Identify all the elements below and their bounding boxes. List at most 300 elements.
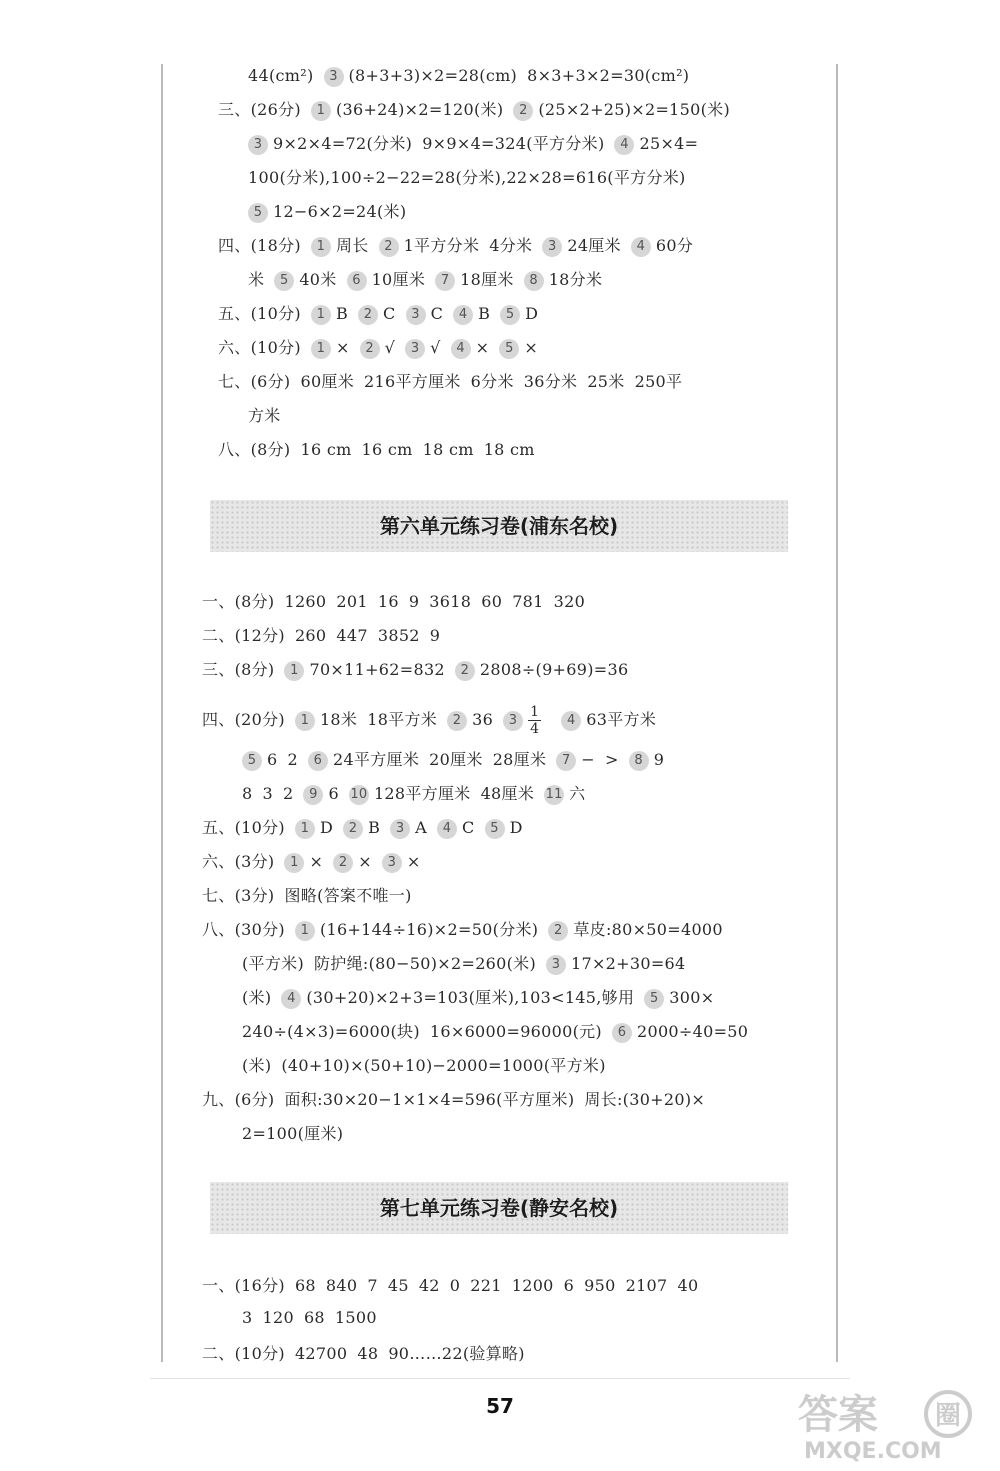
answer-segment [405, 338, 441, 357]
answer-text: C [462, 818, 475, 837]
answer-text: (米) [242, 1056, 272, 1075]
answer-text: 63平方米 [586, 710, 657, 729]
answer-text: 20厘米 [429, 750, 483, 769]
question-number-badge: 7 [435, 271, 455, 291]
answer-text: − [581, 750, 595, 769]
question-number-badge: 10 [349, 785, 369, 805]
answer-text: 0 [449, 1276, 461, 1295]
question-number-badge: 2 [379, 237, 399, 257]
answer-segment [447, 710, 493, 729]
answer-text: 防护绳:(80−50)×2=260(米) [314, 954, 537, 973]
answer-text: 2 [287, 750, 298, 769]
answer-text: 240÷(4×3)=6000(块) [242, 1022, 420, 1041]
answer-text: 1500 [334, 1308, 377, 1327]
page-number: 57 [486, 1394, 514, 1418]
answer-segment [500, 304, 538, 323]
answer-segment [481, 784, 535, 803]
answer-text: 28厘米 [492, 750, 547, 769]
answer-segment [437, 818, 475, 837]
answer-segment [367, 1276, 377, 1295]
answer-segment [556, 750, 595, 769]
answer-text: 一、(16分) [202, 1276, 285, 1295]
answer-text: 9 [408, 592, 420, 611]
answer-segment [524, 372, 578, 391]
answer-segment [336, 626, 367, 645]
answer-segment [281, 988, 634, 1007]
answer-segment [284, 886, 411, 905]
answer-segment [218, 338, 301, 357]
answer-text: 24厘米 [567, 236, 621, 255]
footer-rule [150, 1378, 850, 1379]
answer-segment [485, 818, 523, 837]
question-number-badge: 1 [284, 661, 304, 681]
question-number-badge: 4 [631, 237, 651, 257]
answer-segment [343, 818, 380, 837]
answer-segment [358, 304, 396, 323]
answer-text: 6分米 [470, 372, 514, 391]
answer-text: (40+10)×(50+10)−2000=1000(平方米) [281, 1056, 606, 1075]
answer-text: 五、(10分) [202, 818, 285, 837]
answer-line [202, 816, 533, 840]
answer-line [248, 64, 699, 88]
answer-text: 17×2+30=64 [571, 954, 686, 973]
answer-text: 周长 [335, 236, 369, 255]
answer-line [202, 704, 666, 737]
answer-line [242, 748, 674, 772]
answer-segment [423, 440, 474, 459]
answer-line [242, 782, 595, 806]
answer-text: 18 cm [422, 440, 474, 459]
answer-text: 8 [242, 784, 253, 803]
answer-segment [347, 270, 426, 289]
fraction-denominator: 4 [530, 721, 540, 737]
answer-segment [202, 1344, 285, 1363]
answer-segment [429, 750, 483, 769]
answer-text: 草皮:80×50=4000 [573, 920, 723, 939]
question-number-badge: 1 [311, 237, 331, 257]
answer-text: 68 [303, 1308, 325, 1327]
answer-line [242, 1054, 616, 1078]
answer-text: 40米 [299, 270, 337, 289]
question-number-badge: 5 [242, 751, 262, 771]
answer-text: 9×9×4=324(平方分米) [422, 134, 605, 153]
fraction-numerator: 1 [530, 704, 540, 720]
answer-segment [324, 66, 518, 85]
answer-segment [274, 270, 336, 289]
answer-segment [564, 1276, 574, 1295]
answer-text: 25×4= [639, 134, 699, 153]
answer-line [202, 1342, 535, 1366]
answer-text: 12−6×2=24(米) [273, 202, 407, 221]
answer-text: 320 [553, 592, 586, 611]
answer-text: 44(cm²) [248, 66, 314, 85]
answer-segment [295, 818, 333, 837]
answer-text: 18厘米 [460, 270, 514, 289]
answer-line [242, 1122, 353, 1146]
answer-text: 16×6000=96000(元) [429, 1022, 602, 1041]
answer-text: 201 [336, 592, 368, 611]
section-header: 第六单元练习卷(浦东名校) [210, 500, 788, 552]
answer-text: 60分 [655, 236, 694, 255]
answer-segment [335, 1308, 377, 1327]
answer-text: (16+144÷16)×2=50(分米) [319, 920, 539, 939]
answer-segment [587, 372, 624, 391]
svg-text:答案: 答案 [798, 1392, 878, 1438]
answer-segment [284, 852, 323, 871]
question-number-badge: 5 [485, 819, 505, 839]
answer-text: > [604, 750, 619, 769]
answer-text: 3 [262, 784, 273, 803]
answer-line [218, 234, 703, 258]
answer-text: 100(分米),100÷2−22=28(分米),22×28=616(平方分米) [248, 168, 686, 187]
answer-segment [367, 710, 437, 729]
answer-segment [242, 1056, 271, 1075]
answer-segment [524, 270, 603, 289]
answer-segment [311, 304, 348, 323]
answer-line [248, 200, 416, 224]
answer-text: 8×3+3×2=30(cm²) [527, 66, 690, 85]
answer-segment [242, 988, 271, 1007]
answer-text: (25×2+25)×2=150(米) [538, 100, 731, 119]
question-number-badge: 4 [281, 989, 301, 1009]
answer-text: 48厘米 [480, 784, 535, 803]
answer-line [248, 132, 708, 156]
question-number-badge: 1 [311, 339, 331, 359]
answer-text: 36 [472, 710, 494, 729]
answer-line [218, 302, 548, 326]
answer-segment [378, 592, 399, 611]
answer-segment [218, 440, 290, 459]
answer-segment [202, 852, 274, 871]
answer-segment [248, 270, 264, 289]
answer-segment [455, 660, 629, 679]
answer-text: 16 cm [361, 440, 413, 459]
answer-text: 128平方厘米 [373, 784, 471, 803]
answer-text: 6 [328, 784, 339, 803]
answer-segment [300, 440, 351, 459]
answer-text: 方米 [248, 406, 281, 425]
answer-segment [357, 1344, 378, 1363]
answer-text: 781 [512, 592, 544, 611]
answer-text: B [368, 818, 381, 837]
question-number-badge: 2 [360, 339, 380, 359]
answer-text: × [358, 852, 372, 871]
answer-segment [311, 236, 369, 255]
answer-text: 九、(6分) [202, 1090, 275, 1109]
answer-text: 42700 [294, 1344, 348, 1363]
answer-segment [499, 338, 538, 357]
answer-segment [333, 852, 372, 871]
question-number-badge: 6 [347, 271, 367, 291]
answer-segment [626, 1276, 668, 1295]
answer-segment [409, 592, 419, 611]
question-number-badge: 2 [513, 101, 533, 121]
answer-segment [584, 1276, 615, 1295]
question-number-badge: 5 [274, 271, 294, 291]
answer-segment [453, 304, 490, 323]
question-number-badge: 3 [406, 305, 426, 325]
answer-segment [311, 100, 503, 119]
answer-segment [311, 338, 350, 357]
answer-segment [242, 784, 252, 803]
answer-text: 2808÷(9+69)=36 [479, 660, 629, 679]
answer-segment [295, 626, 326, 645]
answer-line [218, 438, 545, 462]
answer-text: 68 [294, 1276, 316, 1295]
answer-segment [542, 236, 621, 255]
question-number-badge: 2 [358, 305, 378, 325]
answer-line [248, 404, 291, 428]
answer-segment [202, 626, 285, 645]
question-number-badge: 3 [503, 711, 523, 731]
answer-line [202, 658, 638, 682]
answer-text: 260 [294, 626, 327, 645]
answer-segment [548, 920, 723, 939]
answer-segment [379, 236, 480, 255]
answer-text: 60 [481, 592, 503, 611]
answer-segment [644, 988, 714, 1007]
answer-segment [584, 1090, 705, 1109]
answer-segment [248, 168, 686, 187]
answer-text: 三、(26分) [218, 100, 301, 119]
question-number-badge: 8 [629, 751, 649, 771]
answer-text: 48 [357, 1344, 379, 1363]
question-number-badge: 3 [546, 955, 566, 975]
answer-text: (36+24)×2=120(米) [335, 100, 504, 119]
answer-text: 16 [377, 592, 399, 611]
answer-segment [429, 592, 471, 611]
answer-text: 18分米 [548, 270, 603, 289]
answer-segment [635, 372, 683, 391]
answer-segment [435, 270, 514, 289]
answer-segment [202, 1276, 285, 1295]
answer-text: 10厘米 [371, 270, 426, 289]
answer-line [202, 850, 431, 874]
answer-text: 八、(8分) [218, 440, 291, 459]
answer-text: 9 [429, 626, 441, 645]
answer-line [242, 952, 696, 976]
answer-segment [242, 750, 277, 769]
answer-segment [388, 1276, 409, 1295]
answer-segment [430, 626, 440, 645]
question-number-badge: 4 [437, 819, 457, 839]
question-number-badge: 4 [451, 339, 471, 359]
answer-segment [450, 1276, 460, 1295]
answer-segment [561, 710, 656, 729]
answer-text: 36分米 [523, 372, 578, 391]
answer-segment [512, 592, 543, 611]
answer-text: 3618 [429, 592, 472, 611]
answer-line [248, 166, 696, 190]
answer-segment [202, 886, 274, 905]
answer-line [202, 1274, 708, 1298]
answer-segment [202, 592, 274, 611]
answer-segment [489, 236, 532, 255]
answer-segment [295, 920, 538, 939]
answer-segment [612, 1022, 748, 1041]
answer-segment [262, 784, 272, 803]
answer-text: 四、(18分) [218, 236, 301, 255]
answer-segment [512, 1276, 554, 1295]
answer-text: 1260 [284, 592, 327, 611]
answer-text: 40 [677, 1276, 699, 1295]
answer-text: 二、(12分) [202, 626, 285, 645]
answer-segment [544, 784, 585, 803]
question-number-badge: 1 [311, 305, 331, 325]
answer-text: B [478, 304, 491, 323]
answer-text: 七、(3分) [202, 886, 275, 905]
answer-line [202, 884, 422, 908]
answer-line [248, 268, 612, 292]
answer-segment [281, 1056, 605, 1075]
question-number-badge: 3 [405, 339, 425, 359]
question-number-badge: 4 [561, 711, 581, 731]
watermark-text: MXQE.COM [804, 1439, 942, 1464]
answer-text: 45 [387, 1276, 409, 1295]
answer-segment [360, 338, 396, 357]
answer-segment [295, 710, 357, 729]
answer-text: 840 [325, 1276, 358, 1295]
answer-segment [631, 236, 693, 255]
question-number-badge: 1 [295, 819, 315, 839]
answer-segment [470, 1276, 501, 1295]
answer-text: 六、(3分) [202, 852, 275, 871]
answer-text: √ [384, 338, 396, 357]
question-number-badge: 1 [311, 101, 331, 121]
answer-segment [513, 100, 730, 119]
answer-text: 216平方厘米 [364, 372, 461, 391]
answer-text: C [430, 304, 444, 323]
answer-segment [314, 954, 536, 973]
answer-text: 一、(8分) [202, 592, 275, 611]
answer-segment [471, 372, 514, 391]
question-number-badge: 2 [343, 819, 363, 839]
answer-text: 2000÷40=50 [636, 1022, 749, 1041]
answer-segment [284, 1090, 574, 1109]
question-number-badge: 3 [542, 237, 562, 257]
answer-segment [451, 338, 490, 357]
answer-segment [605, 750, 619, 769]
answer-segment [378, 626, 420, 645]
answer-segment [430, 1022, 602, 1041]
answer-text: × [524, 338, 539, 357]
answer-text: 六、(10分) [218, 338, 301, 357]
answer-segment [554, 592, 585, 611]
answer-text: 1平方分米 [403, 236, 480, 255]
answer-text: 2=100(厘米) [242, 1124, 344, 1143]
answer-line [218, 98, 740, 122]
question-number-badge: 7 [556, 751, 576, 771]
answer-segment [503, 704, 551, 737]
answer-segment [388, 1344, 525, 1363]
answer-line [218, 370, 692, 394]
answer-segment [308, 750, 419, 769]
answer-text: C [383, 304, 396, 323]
answer-segment [303, 784, 338, 803]
answer-text: B [335, 304, 349, 323]
answer-line [242, 986, 724, 1010]
question-number-badge: 3 [382, 853, 402, 873]
answer-line [242, 1306, 387, 1330]
answer-text: 42 [418, 1276, 440, 1295]
question-number-badge: 1 [295, 921, 315, 941]
answer-text: 950 [584, 1276, 616, 1295]
answer-text: × [309, 852, 324, 871]
answer-text: 221 [470, 1276, 502, 1295]
answer-segment [527, 66, 689, 85]
answer-line [202, 918, 733, 942]
answer-segment [248, 66, 314, 85]
answer-text: (8+3+3)×2=28(cm) [348, 66, 518, 85]
answer-segment [484, 440, 535, 459]
svg-text:圈: 圈 [935, 1401, 962, 1431]
answer-segment [242, 1308, 252, 1327]
answer-text: 16 cm [300, 440, 352, 459]
question-number-badge: 2 [333, 853, 353, 873]
answer-text: 18米 [319, 710, 358, 729]
answer-segment [678, 1276, 699, 1295]
question-number-badge: 3 [248, 135, 268, 155]
answer-text: 八、(30分) [202, 920, 285, 939]
answer-text: 三、(8分) [202, 660, 275, 679]
answer-segment [242, 1124, 343, 1143]
fraction [528, 704, 541, 737]
answer-text: D [509, 818, 523, 837]
answer-text: 90……22(验算略) [388, 1344, 525, 1363]
question-number-badge: 11 [544, 785, 564, 805]
answer-text: (30+20)×2+3=103(厘米),103<145,够用 [306, 988, 635, 1007]
answer-line [202, 1088, 715, 1112]
answer-text: 1200 [511, 1276, 554, 1295]
answer-text: 250平 [634, 372, 683, 391]
question-number-badge: 5 [248, 203, 268, 223]
question-number-badge: 6 [612, 1023, 632, 1043]
answer-text: A [415, 818, 428, 837]
answer-text: D [319, 818, 334, 837]
answer-line [202, 590, 595, 614]
answer-segment [546, 954, 685, 973]
answer-text: 120 [262, 1308, 294, 1327]
answer-segment [202, 660, 274, 679]
answer-segment [326, 1276, 357, 1295]
answer-text: (米) [242, 988, 272, 1007]
answer-text: 米 [248, 270, 265, 289]
answer-text: 25米 [587, 372, 625, 391]
answer-segment [202, 1090, 274, 1109]
question-number-badge: 1 [284, 853, 304, 873]
answer-segment [248, 406, 281, 425]
answer-text: 9 [653, 750, 665, 769]
answer-text: (平方米) [242, 954, 304, 973]
answer-text: 五、(10分) [218, 304, 301, 323]
answer-segment [349, 784, 471, 803]
answer-text: 4分米 [489, 236, 533, 255]
answer-text: 2107 [625, 1276, 668, 1295]
answer-text: D [525, 304, 539, 323]
answer-segment [493, 750, 547, 769]
question-number-badge: 8 [524, 271, 544, 291]
answer-segment [202, 920, 285, 939]
answer-segment [218, 372, 290, 391]
answer-segment [248, 202, 406, 221]
answer-segment [242, 954, 304, 973]
answer-text: 18平方米 [367, 710, 438, 729]
answer-segment [284, 592, 326, 611]
question-number-badge: 4 [614, 135, 634, 155]
answer-text: 二、(10分) [202, 1344, 285, 1363]
answer-segment [202, 710, 285, 729]
answer-segment [218, 100, 301, 119]
